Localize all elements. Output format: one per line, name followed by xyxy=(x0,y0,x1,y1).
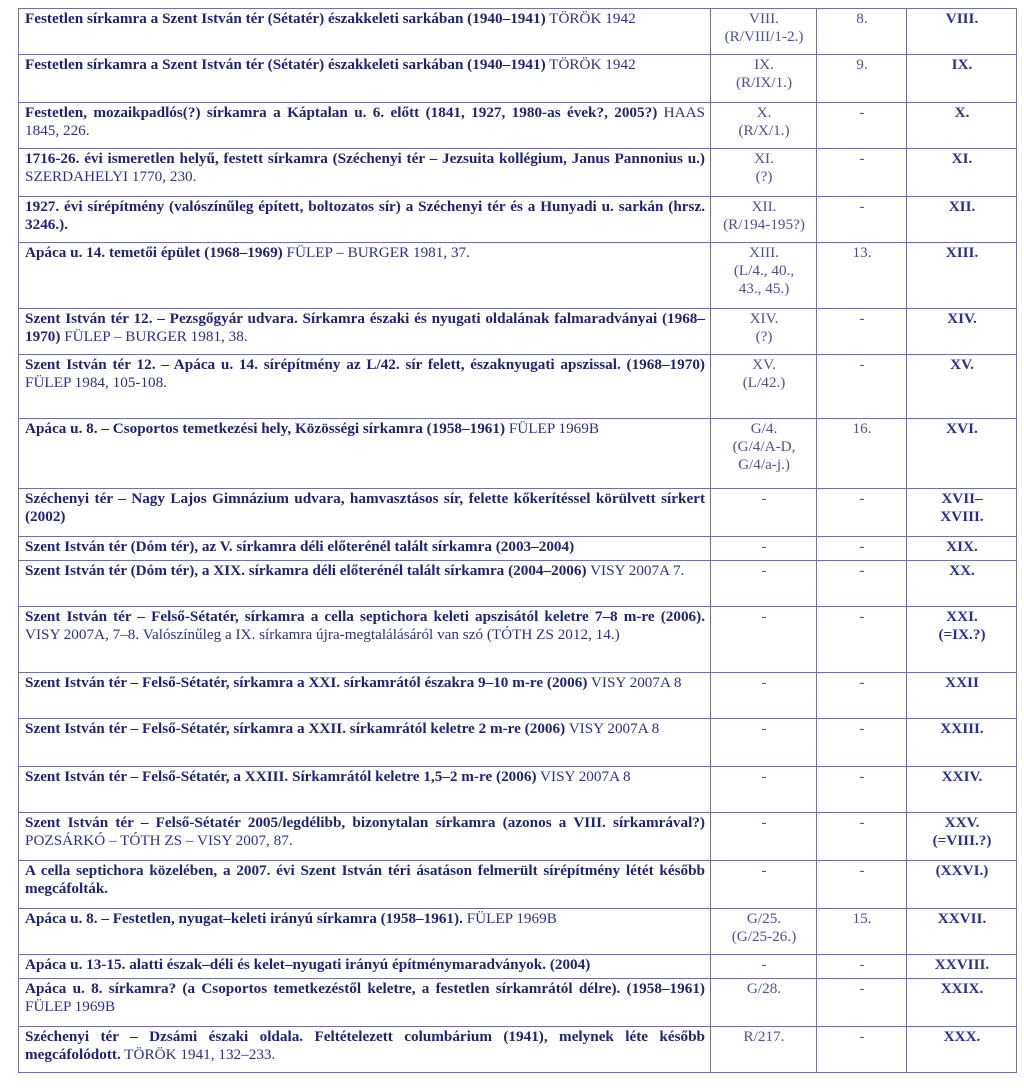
roman-numeral-line: (=VIII.?) xyxy=(932,832,992,849)
number-cell: 13. xyxy=(817,243,907,309)
roman-numeral-cell xyxy=(907,955,1017,979)
description-title: 1927. évi sírépítmény (valószínűleg épített, boltozatos sír) a Széchenyi tér és a Hunyadi u. sarkán (hrsz. 3246.). xyxy=(25,198,705,233)
description-title: Szent István tér – Felső-Sétatér 2005/legdélibb, bizonytalan sírkamra (azonos a VIII. sírkamrával?) xyxy=(25,814,705,831)
description-cell xyxy=(19,103,711,149)
inventory-code-line: - xyxy=(761,956,767,973)
roman-numeral-cell xyxy=(907,55,1017,103)
inventory-code-line: - xyxy=(761,562,767,579)
number-cell: - xyxy=(817,561,907,607)
roman-numeral-line: XXX. xyxy=(943,1028,981,1045)
reference-text: VISY 2007A 7. xyxy=(586,562,685,579)
number-cell: 15. xyxy=(817,909,907,955)
inventory-code-line: X. xyxy=(756,104,772,121)
description-cell xyxy=(19,537,711,561)
table-row xyxy=(19,355,1017,419)
roman-numeral-line: XXIX. xyxy=(940,980,984,997)
inventory-code-cell xyxy=(711,9,817,55)
inventory-code-line: (L/42.) xyxy=(742,374,786,391)
table-row xyxy=(19,861,1017,909)
inventory-code-line: (?) xyxy=(755,328,773,345)
roman-numeral-line: XXIII. xyxy=(940,720,984,737)
inventory-code-line: (R/194-195?) xyxy=(723,216,805,233)
description-title: Apáca u. 14. temetői épület (1968–1969) xyxy=(25,244,283,261)
reference-text: VISY 2007A 8 xyxy=(587,674,682,691)
inventory-code-line: 43., 45.) xyxy=(738,280,790,297)
inventory-code-line: (L/4., 40., xyxy=(733,262,795,279)
inventory-code-line: (G/25-26.) xyxy=(731,928,797,945)
roman-numeral-line: XIV. xyxy=(947,310,977,327)
description-cell xyxy=(19,607,711,673)
roman-numeral-cell xyxy=(907,103,1017,149)
inventory-code-cell xyxy=(711,55,817,103)
description-title: Szent István tér (Dóm tér), a XIX. sírkamra déli előterénél talált sírkamra (2004–2006) xyxy=(25,562,587,579)
inventory-code-line: G/28. xyxy=(746,980,782,997)
grave-chamber-table xyxy=(18,8,1017,1073)
inventory-code-cell xyxy=(711,149,817,197)
roman-numeral-line: VIII. xyxy=(945,10,979,27)
inventory-code-cell xyxy=(711,419,817,489)
roman-numeral-line: XV. xyxy=(950,356,974,373)
number-cell: - xyxy=(817,607,907,673)
inventory-code-cell xyxy=(711,197,817,243)
inventory-code-line: R/217. xyxy=(743,1028,785,1045)
inventory-code-line: - xyxy=(761,768,767,785)
inventory-code-line: XIII. xyxy=(749,244,779,261)
description-cell xyxy=(19,1027,711,1073)
roman-numeral-line: XXIV. xyxy=(941,768,983,785)
roman-numeral-cell xyxy=(907,767,1017,813)
roman-numeral-cell xyxy=(907,197,1017,243)
number-cell: - xyxy=(817,537,907,561)
roman-numeral-line: XVI. xyxy=(946,420,978,437)
inventory-code-line: XII. xyxy=(751,198,777,215)
roman-numeral-cell xyxy=(907,149,1017,197)
table-row xyxy=(19,955,1017,979)
description-title: Apáca u. 8. – Festetlen, nyugat–keleti irányú sírkamra (1958–1961). xyxy=(25,910,463,927)
roman-numeral-cell xyxy=(907,355,1017,419)
inventory-code-cell xyxy=(711,489,817,537)
description-title: 1716-26. évi ismeretlen helyű, festett sírkamra (Széchenyi tér – Jezsuita kollégium, Janus Pannonius u.) xyxy=(25,150,705,167)
number-cell: 8. xyxy=(817,9,907,55)
description-cell xyxy=(19,197,711,243)
table-row xyxy=(19,1027,1017,1073)
inventory-code-line: XIV. xyxy=(749,310,779,327)
inventory-code-cell xyxy=(711,861,817,909)
number-cell: 9. xyxy=(817,55,907,103)
roman-numeral-cell xyxy=(907,861,1017,909)
inventory-code-line: G/4. xyxy=(750,420,778,437)
description-title: Apáca u. 8. sírkamra? (a Csoportos temetkezéstől keletre, a festetlen sírkamrától délre). (1958–1961) xyxy=(25,980,705,997)
roman-numeral-line: XVII– xyxy=(941,490,983,507)
reference-text: VISY 2007A 8 xyxy=(536,768,631,785)
number-cell: - xyxy=(817,489,907,537)
roman-numeral-cell xyxy=(907,607,1017,673)
description-title: Festetlen sírkamra a Szent István tér (Sétatér) északkeleti sarkában (1940–1941) xyxy=(25,10,546,27)
table-row xyxy=(19,197,1017,243)
table-row xyxy=(19,149,1017,197)
inventory-code-cell xyxy=(711,673,817,719)
inventory-code-line: (?) xyxy=(755,168,773,185)
roman-numeral-line: XIII. xyxy=(945,244,979,261)
roman-numeral-line: XX. xyxy=(949,562,975,579)
description-cell xyxy=(19,561,711,607)
description-title: Szent István tér – Felső-Sétatér, a XXIII. Sírkamrától keletre 1,5–2 m-re (2006) xyxy=(25,768,537,785)
description-cell xyxy=(19,673,711,719)
inventory-code-line: (R/IX/1.) xyxy=(735,74,793,91)
table-row xyxy=(19,813,1017,861)
table-row xyxy=(19,561,1017,607)
roman-numeral-cell xyxy=(907,909,1017,955)
inventory-code-line: (G/4/A-D, xyxy=(732,438,796,455)
inventory-code-line: - xyxy=(761,608,767,625)
description-title: Szent István tér – Felső-Sétatér, sírkamra a cella septichora keleti apszisától keletre 7–8 m-re (2006). xyxy=(25,608,705,625)
inventory-code-line: - xyxy=(761,862,767,879)
number-cell: - xyxy=(817,197,907,243)
table-row xyxy=(19,767,1017,813)
description-title: Szent István tér 12. – Apáca u. 14. sírépítmény az L/42. sír felett, északnyugati apszissal. (1968–1970) xyxy=(25,356,705,373)
reference-text: FÜLEP 1969B xyxy=(25,998,116,1015)
inventory-code-line: IX. xyxy=(754,56,774,73)
inventory-code-cell xyxy=(711,955,817,979)
number-cell: - xyxy=(817,955,907,979)
inventory-code-line: - xyxy=(761,538,767,555)
table-row xyxy=(19,309,1017,355)
table-row xyxy=(19,607,1017,673)
inventory-code-line: (R/X/1.) xyxy=(738,122,790,139)
inventory-code-cell xyxy=(711,561,817,607)
roman-numeral-cell xyxy=(907,9,1017,55)
inventory-code-cell xyxy=(711,537,817,561)
reference-text: HAAS 1845, 226. xyxy=(25,104,705,139)
roman-numeral-line: XXVIII. xyxy=(934,956,990,973)
number-cell: - xyxy=(817,103,907,149)
table-row xyxy=(19,979,1017,1027)
reference-text: FÜLEP – BURGER 1981, 38. xyxy=(60,328,248,345)
reference-text: TÖRÖK 1941, 132–233. xyxy=(120,1046,276,1063)
description-cell xyxy=(19,719,711,767)
table-row xyxy=(19,103,1017,149)
description-title: Festetlen, mozaikpadlós(?) sírkamra a Káptalan u. 6. előtt (1841, 1927, 1980-as évek?, 2005?) xyxy=(25,104,658,121)
inventory-code-line: G/25. xyxy=(746,910,782,927)
inventory-code-line: - xyxy=(761,490,767,507)
description-title: Széchenyi tér – Nagy Lajos Gimnázium udvara, hamvasztásos sír, felette kőkerítéssel körülvett sírkert (2002) xyxy=(25,490,705,525)
roman-numeral-cell xyxy=(907,537,1017,561)
inventory-code-cell xyxy=(711,979,817,1027)
inventory-code-cell xyxy=(711,813,817,861)
description-cell xyxy=(19,55,711,103)
reference-text: FÜLEP – BURGER 1981, 37. xyxy=(282,244,470,261)
roman-numeral-line: XXV. xyxy=(944,814,980,831)
roman-numeral-line: (=IX.?) xyxy=(938,626,986,643)
roman-numeral-cell xyxy=(907,561,1017,607)
number-cell: - xyxy=(817,1027,907,1073)
roman-numeral-cell xyxy=(907,243,1017,309)
description-cell xyxy=(19,909,711,955)
inventory-code-line: - xyxy=(761,674,767,691)
table-row xyxy=(19,489,1017,537)
roman-numeral-line: X. xyxy=(954,104,970,121)
roman-numeral-cell xyxy=(907,1027,1017,1073)
reference-text: FÜLEP 1984, 105-108. xyxy=(25,374,168,391)
inventory-code-line: XI. xyxy=(754,150,774,167)
inventory-code-cell xyxy=(711,719,817,767)
reference-text: VISY 2007A, 7–8. Valószínűleg a IX. sírkamra újra-megtalálásáról van szó (TÓTH ZS 2012, 14.) xyxy=(25,626,620,643)
reference-text: TÖRÖK 1942 xyxy=(545,56,636,73)
inventory-code-line: G/4/a-j.) xyxy=(738,456,790,473)
roman-numeral-line: XXII xyxy=(945,674,979,691)
table-row xyxy=(19,419,1017,489)
description-title: Széchenyi tér – Dzsámi északi oldala. Feltételezett columbárium (1941), melynek léte később megcáfolódott. xyxy=(25,1028,705,1063)
description-title: Szent István tér – Felső-Sétatér, sírkamra a XXI. sírkamrától északra 9–10 m-re (2006) xyxy=(25,674,588,691)
roman-numeral-line: XIX. xyxy=(946,538,978,555)
roman-numeral-line: XXI. xyxy=(946,608,978,625)
description-cell xyxy=(19,309,711,355)
description-cell xyxy=(19,955,711,979)
table-row xyxy=(19,9,1017,55)
reference-text: POZSÁRKÓ – TÓTH ZS – VISY 2007, 87. xyxy=(25,832,293,849)
table-row xyxy=(19,537,1017,561)
roman-numeral-cell xyxy=(907,719,1017,767)
number-cell: - xyxy=(817,813,907,861)
inventory-code-line: (R/VIII/1-2.) xyxy=(724,28,804,45)
number-cell: - xyxy=(817,309,907,355)
reference-text: VISY 2007A 8 xyxy=(565,720,660,737)
roman-numeral-line: XVIII. xyxy=(940,508,984,525)
inventory-code-cell xyxy=(711,909,817,955)
table-row xyxy=(19,673,1017,719)
number-cell: - xyxy=(817,767,907,813)
inventory-code-cell xyxy=(711,767,817,813)
description-title: Szent István tér – Felső-Sétatér, sírkamra a XXII. sírkamrától keletre 2 m-re (2006) xyxy=(25,720,566,737)
description-cell xyxy=(19,979,711,1027)
description-cell xyxy=(19,419,711,489)
description-cell xyxy=(19,861,711,909)
description-title: Apáca u. 13-15. alatti észak–déli és kelet–nyugati irányú építménymaradványok. (2004) xyxy=(25,956,591,973)
roman-numeral-line: IX. xyxy=(951,56,973,73)
roman-numeral-line: XII. xyxy=(948,198,976,215)
description-cell xyxy=(19,243,711,309)
roman-numeral-cell xyxy=(907,419,1017,489)
number-cell: - xyxy=(817,673,907,719)
number-cell: - xyxy=(817,149,907,197)
table-row xyxy=(19,55,1017,103)
number-cell: - xyxy=(817,355,907,419)
roman-numeral-line: XXVII. xyxy=(937,910,987,927)
roman-numeral-cell xyxy=(907,489,1017,537)
roman-numeral-line: XI. xyxy=(951,150,973,167)
inventory-code-line: XV. xyxy=(752,356,776,373)
inventory-code-cell xyxy=(711,103,817,149)
table-body xyxy=(19,9,1017,1073)
reference-text: FÜLEP 1969B xyxy=(462,910,557,927)
roman-numeral-cell xyxy=(907,309,1017,355)
inventory-code-cell xyxy=(711,243,817,309)
number-cell: 16. xyxy=(817,419,907,489)
inventory-code-cell xyxy=(711,1027,817,1073)
inventory-code-cell xyxy=(711,355,817,419)
reference-text: FÜLEP 1969B xyxy=(505,420,599,437)
number-cell: - xyxy=(817,861,907,909)
table-row xyxy=(19,719,1017,767)
description-cell xyxy=(19,813,711,861)
reference-text: TÖRÖK 1942 xyxy=(545,10,636,27)
table-row xyxy=(19,243,1017,309)
description-cell xyxy=(19,489,711,537)
reference-text: SZERDAHELYI 1770, 230. xyxy=(25,168,197,185)
inventory-code-cell xyxy=(711,607,817,673)
description-cell xyxy=(19,9,711,55)
description-cell xyxy=(19,767,711,813)
description-title: Festetlen sírkamra a Szent István tér (Sétatér) északkeleti sarkában (1940–1941) xyxy=(25,56,546,73)
roman-numeral-line: (XXVI.) xyxy=(935,862,989,879)
description-title: Szent István tér 12. – Pezsgőgyár udvara. Sírkamra északi és nyugati oldalának falmaradványai (1968–1970) xyxy=(25,310,705,345)
number-cell: - xyxy=(817,719,907,767)
description-cell xyxy=(19,149,711,197)
description-cell xyxy=(19,355,711,419)
inventory-code-line: - xyxy=(761,814,767,831)
table-row xyxy=(19,909,1017,955)
roman-numeral-cell xyxy=(907,813,1017,861)
roman-numeral-cell xyxy=(907,673,1017,719)
inventory-code-line: - xyxy=(761,720,767,737)
description-title: Szent István tér (Dóm tér), az V. sírkamra déli előterénél talált sírkamra (2003–2004) xyxy=(25,538,575,555)
inventory-code-line: VIII. xyxy=(749,10,779,27)
roman-numeral-cell xyxy=(907,979,1017,1027)
description-title: Apáca u. 8. – Csoportos temetkezési hely, Közösségi sírkamra (1958–1961) xyxy=(25,420,506,437)
number-cell: - xyxy=(817,979,907,1027)
inventory-code-cell xyxy=(711,309,817,355)
description-title: A cella septichora közelében, a 2007. évi Szent István téri ásatáson felmerült sírépítmény létét később megcáfolták. xyxy=(25,862,705,897)
